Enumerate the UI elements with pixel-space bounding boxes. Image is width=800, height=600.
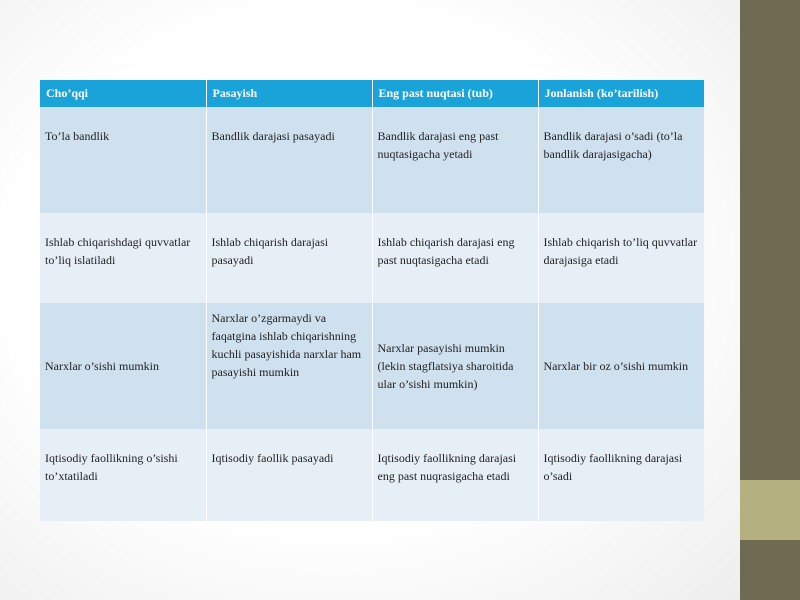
header-trough: Eng past nuqtasi (tub): [372, 80, 538, 107]
table-cell: Iqtisodiy faollikning darajasi o’sadi: [538, 429, 704, 521]
table-row: [40, 213, 704, 303]
table-cell: Ishlab chiqarishdagi quvvatlar to’liq islatiladi: [40, 213, 206, 303]
header-decline: Pasayish: [206, 80, 372, 107]
table-cell: To’la bandlik: [40, 107, 206, 213]
table-cell: Ishlab chiqarish darajasi pasayadi: [206, 213, 372, 303]
side-decoration-accent: [740, 480, 800, 540]
header-recovery: Jonlanish (ko’tarilish): [538, 80, 704, 107]
table-cell: Bandlik darajasi pasayadi: [206, 107, 372, 213]
table-cell: Narxlar pasayishi mumkin (lekin stagflatsiya sharoitida ular o’sishi mumkin): [372, 303, 538, 429]
table-cell: Iqtisodiy faollik pasayadi: [206, 429, 372, 521]
table-row: [40, 107, 704, 213]
table-cell: Iqtisodiy faollikning o’sishi to’xtatiladi: [40, 429, 206, 521]
table-cell: Bandlik darajasi o’sadi (to’la bandlik darajasigacha): [538, 107, 704, 213]
table-cell: Narxlar bir oz o’sishi mumkin: [538, 303, 704, 429]
table-header-row: [40, 80, 704, 107]
table-cell: Narxlar o’sishi mumkin: [40, 303, 206, 429]
table-cell: Ishlab chiqarish to’liq quvvatlar darajasiga etadi: [538, 213, 704, 303]
table-cell: Ishlab chiqarish darajasi eng past nuqtasigacha etadi: [372, 213, 538, 303]
table-cell: Iqtisodiy faollikning darajasi eng past nuqrasigacha etadi: [372, 429, 538, 521]
table-row: [40, 303, 704, 429]
table-cell: Bandlik darajasi eng past nuqtasigacha yetadi: [372, 107, 538, 213]
header-peak: Cho’qqi: [40, 80, 206, 107]
table-row: [40, 429, 704, 521]
table-cell: Narxlar o’zgarmaydi va faqatgina ishlab chiqarishning kuchli pasayishida narxlar ham pasayishi mumkin: [206, 303, 372, 429]
business-cycle-table: [40, 80, 704, 521]
